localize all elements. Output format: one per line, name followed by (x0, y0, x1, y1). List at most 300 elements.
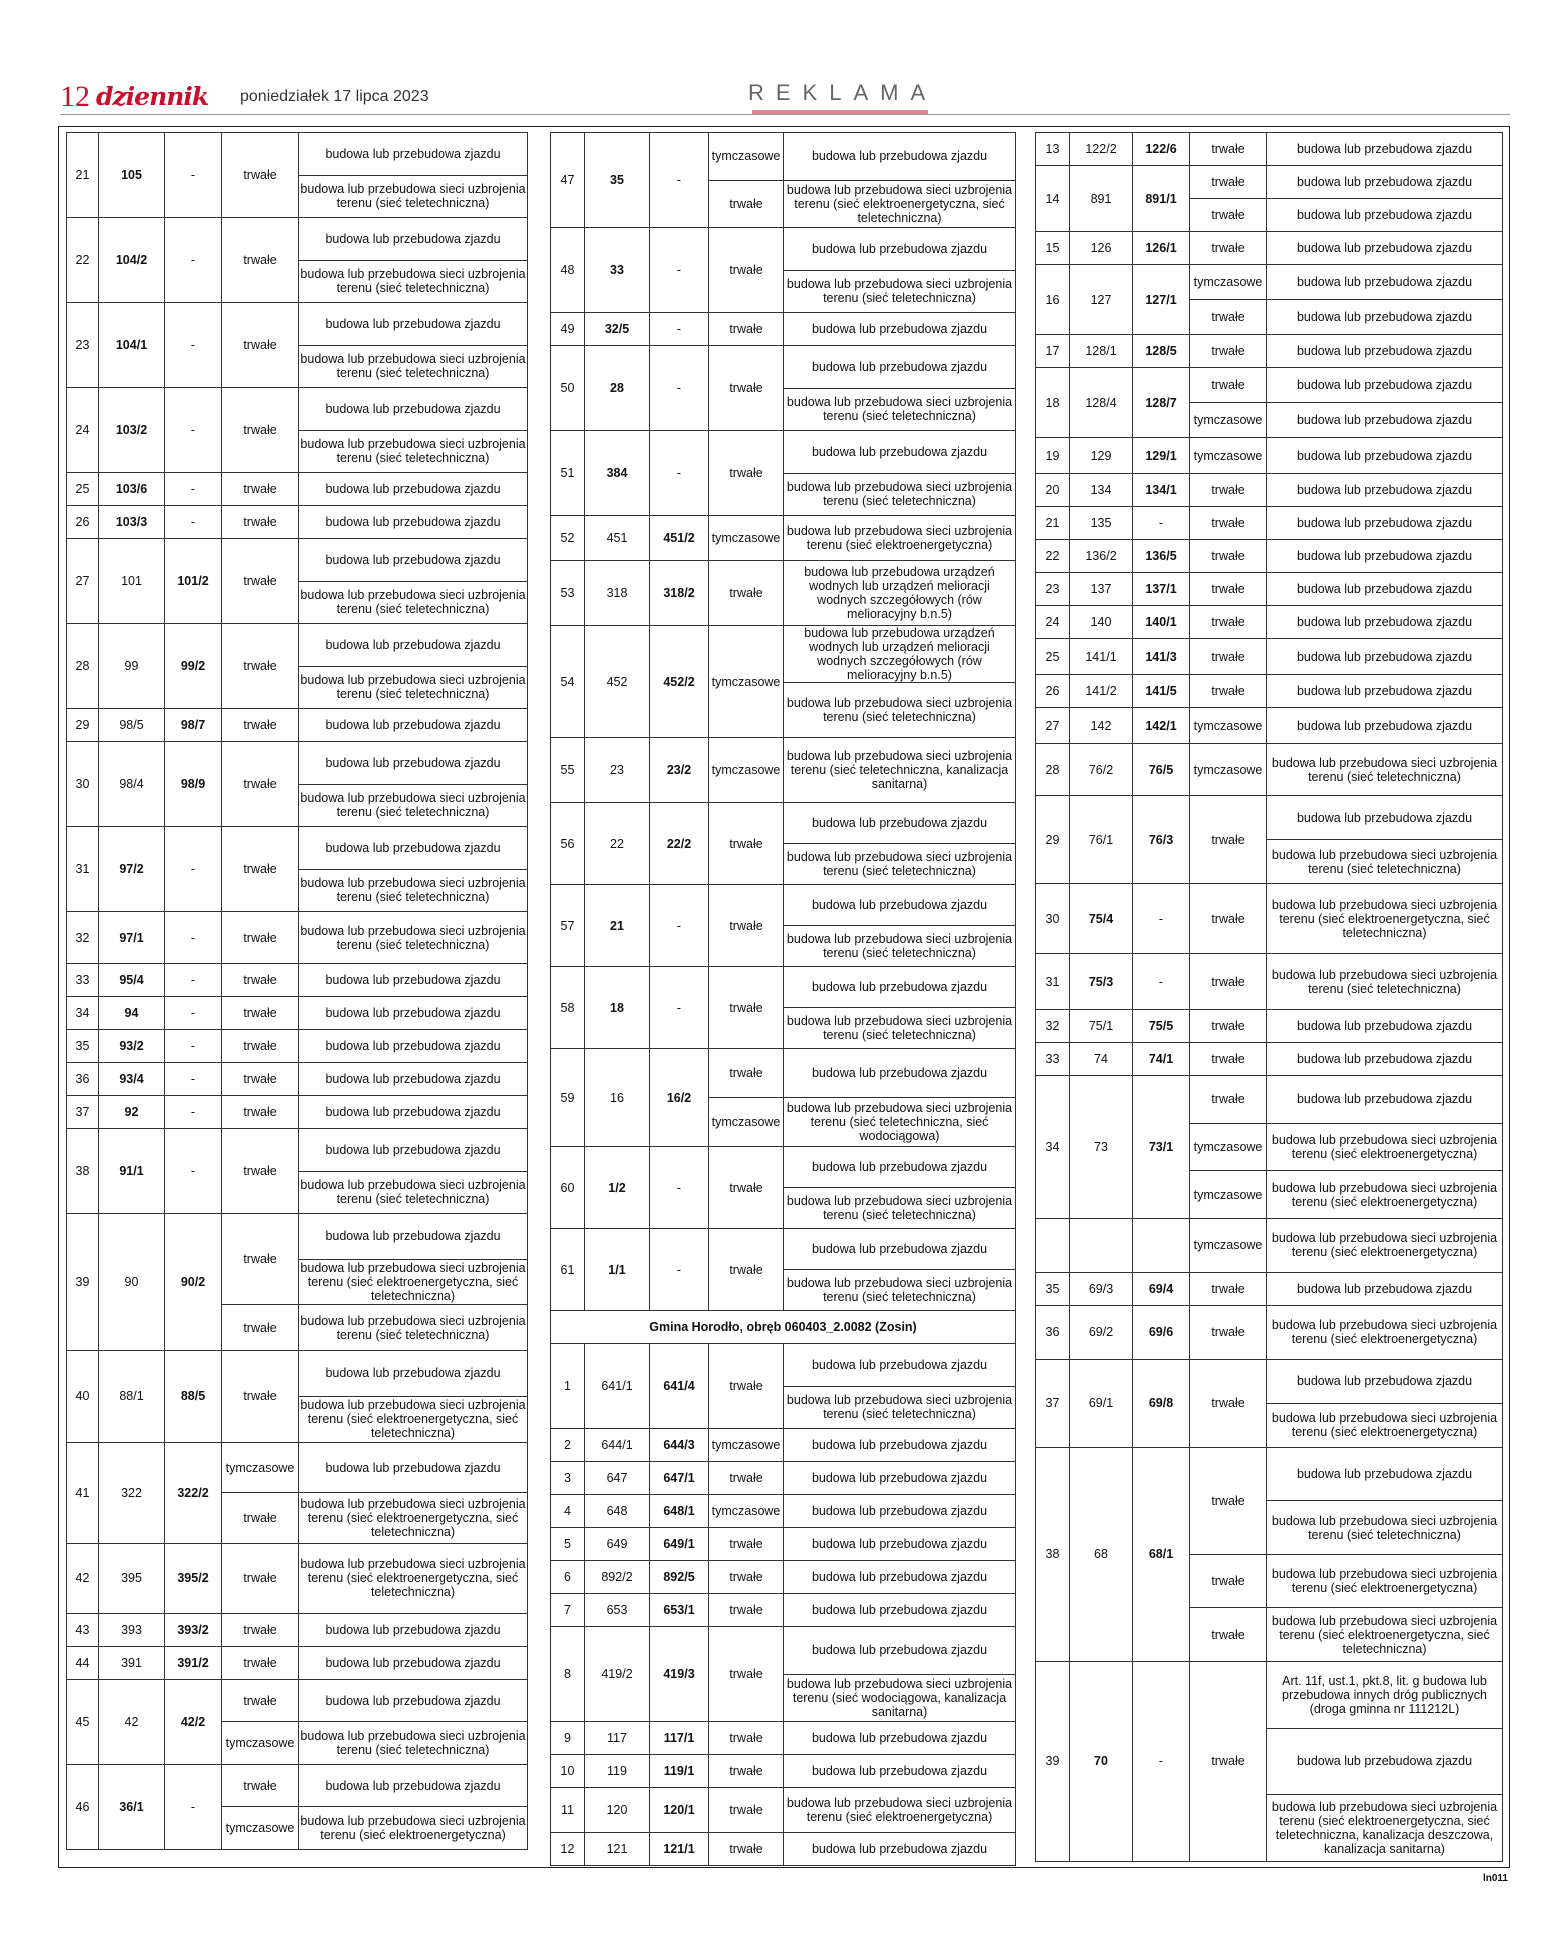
duration-cell: trwałe (222, 133, 299, 218)
row-number: 29 (67, 709, 99, 742)
duration-cell: trwałe (1190, 1554, 1267, 1608)
table-row (551, 1561, 1016, 1594)
new-parcel-number: 75/5 (1133, 1010, 1190, 1043)
parcel-number: 117 (585, 1722, 650, 1755)
duration-cell: trwałe (222, 1214, 299, 1305)
purpose-cell: budowa lub przebudowa sieci uzbrojenia terenu (sieć teletechniczna) (784, 1008, 1016, 1049)
parcel-number: 1/1 (585, 1229, 650, 1311)
parcel-number: 98/5 (99, 709, 165, 742)
table-row (67, 709, 528, 742)
table-row (1036, 1218, 1503, 1272)
purpose-cell: budowa lub przebudowa zjazdu (1267, 573, 1503, 606)
table-row (67, 388, 528, 431)
table-row (551, 516, 1016, 561)
parcel-number: 128/4 (1070, 368, 1133, 438)
new-parcel-number: 141/5 (1133, 675, 1190, 708)
purpose-cell: budowa lub przebudowa zjazdu (299, 742, 528, 785)
parcel-number: 120 (585, 1788, 650, 1833)
purpose-cell: budowa lub przebudowa zjazdu (784, 1462, 1016, 1495)
table-row (1036, 1305, 1503, 1359)
new-parcel-number: - (650, 133, 709, 228)
purpose-cell: budowa lub przebudowa zjazdu (1267, 166, 1503, 199)
duration-cell: tymczasowe (709, 1495, 784, 1528)
new-parcel-number: - (650, 431, 709, 516)
table-row (551, 431, 1016, 474)
new-parcel-number: 892/5 (650, 1561, 709, 1594)
newspaper-logo: dziennik (96, 82, 209, 111)
duration-cell: tymczasowe (1190, 1218, 1267, 1272)
table-row (67, 218, 528, 261)
purpose-cell: budowa lub przebudowa zjazdu (784, 1755, 1016, 1788)
table-row (551, 1344, 1016, 1387)
table-row (67, 539, 528, 582)
purpose-cell: budowa lub przebudowa sieci uzbrojenia terenu (sieć elektroenergetyczna) (1267, 1171, 1503, 1219)
purpose-cell: budowa lub przebudowa zjazdu (784, 1594, 1016, 1627)
row-number: 30 (67, 742, 99, 827)
duration-cell: trwałe (222, 1613, 299, 1646)
purpose-cell: budowa lub przebudowa sieci uzbrojenia terenu (sieć teletechniczna) (1267, 744, 1503, 796)
purpose-cell: budowa lub przebudowa sieci uzbrojenia terenu (sieć elektroenergetyczna, sieć teletechniczna) (299, 1543, 528, 1613)
new-parcel-number: - (650, 313, 709, 346)
new-parcel-number: - (165, 388, 222, 473)
parcel-number: 70 (1070, 1661, 1133, 1861)
purpose-cell: budowa lub przebudowa zjazdu (1267, 300, 1503, 335)
table-row (1036, 1272, 1503, 1305)
new-parcel-number: - (165, 912, 222, 964)
duration-cell: trwałe (709, 1147, 784, 1229)
row-number: 32 (67, 912, 99, 964)
row-number: 50 (551, 346, 585, 431)
new-parcel-number: 98/7 (165, 709, 222, 742)
parcel-table-column-2 (550, 132, 1016, 1866)
purpose-cell: budowa lub przebudowa sieci uzbrojenia terenu (sieć teletechniczna) (1267, 840, 1503, 884)
table-row (1036, 573, 1503, 606)
row-number: 25 (67, 473, 99, 506)
purpose-cell: budowa lub przebudowa sieci uzbrojenia terenu (sieć elektroenergetyczna) (784, 516, 1016, 561)
parcel-number: 94 (99, 997, 165, 1030)
table-row (67, 1063, 528, 1096)
row-number: 13 (1036, 133, 1070, 166)
new-parcel-number: 101/2 (165, 539, 222, 624)
page-header (60, 78, 1510, 114)
duration-cell: trwałe (222, 1305, 299, 1351)
duration-cell: trwałe (222, 1543, 299, 1613)
new-parcel-number: - (165, 133, 222, 218)
duration-cell: trwałe (222, 964, 299, 997)
purpose-cell: budowa lub przebudowa zjazdu (299, 506, 528, 539)
table-row (1036, 1043, 1503, 1076)
duration-cell: trwałe (222, 218, 299, 303)
parcel-number: 75/4 (1070, 884, 1133, 954)
purpose-cell: budowa lub przebudowa zjazdu (1267, 199, 1503, 232)
table-row (67, 506, 528, 539)
table-row (67, 742, 528, 785)
new-parcel-number: 69/6 (1133, 1305, 1190, 1359)
parcel-number: 142 (1070, 708, 1133, 744)
table-row (67, 1442, 528, 1493)
new-parcel-number: 74/1 (1133, 1043, 1190, 1076)
table-row (1036, 438, 1503, 474)
purpose-cell: budowa lub przebudowa zjazdu (299, 1613, 528, 1646)
parcel-number: 103/6 (99, 473, 165, 506)
purpose-cell: budowa lub przebudowa urządzeń wodnych lub urządzeń melioracji wodnych szczegółowych (rów melioracyjny b.n.5) (784, 561, 1016, 626)
parcel-number: 28 (585, 346, 650, 431)
table-row (1036, 265, 1503, 300)
new-parcel-number: - (165, 997, 222, 1030)
new-parcel-number: 136/5 (1133, 540, 1190, 573)
purpose-cell: budowa lub przebudowa zjazdu (299, 1214, 528, 1260)
parcel-number: 16 (585, 1049, 650, 1147)
new-parcel-number: 128/7 (1133, 368, 1190, 438)
duration-cell: trwałe (1190, 1359, 1267, 1447)
row-number: 34 (1036, 1076, 1070, 1219)
row-number: 27 (67, 539, 99, 624)
new-parcel-number: 140/1 (1133, 606, 1190, 639)
new-parcel-number: - (165, 1063, 222, 1096)
new-parcel-number: 128/5 (1133, 335, 1190, 368)
row-number: 22 (67, 218, 99, 303)
row-number: 28 (67, 624, 99, 709)
table-row (67, 1350, 528, 1396)
duration-cell: trwałe (1190, 232, 1267, 265)
row-number: 41 (67, 1442, 99, 1543)
parcel-number: 140 (1070, 606, 1133, 639)
duration-cell: trwałe (1190, 166, 1267, 199)
new-parcel-number: - (165, 1764, 222, 1849)
table-row (67, 1764, 528, 1807)
parcel-number: 451 (585, 516, 650, 561)
parcel-number: 644/1 (585, 1429, 650, 1462)
parcel-number: 21 (585, 885, 650, 967)
parcel-number: 104/1 (99, 303, 165, 388)
parcel-number: 99 (99, 624, 165, 709)
duration-cell: trwałe (709, 1229, 784, 1311)
purpose-cell: budowa lub przebudowa sieci uzbrojenia terenu (sieć elektroenergetyczna, sieć teletechniczna) (299, 1493, 528, 1544)
parcel-number: 88/1 (99, 1350, 165, 1442)
purpose-cell: budowa lub przebudowa sieci uzbrojenia terenu (sieć teletechniczna) (299, 1171, 528, 1214)
duration-cell: trwałe (709, 313, 784, 346)
new-parcel-number: 137/1 (1133, 573, 1190, 606)
duration-cell: trwałe (1190, 133, 1267, 166)
duration-cell: trwałe (1190, 474, 1267, 507)
table-row (1036, 1010, 1503, 1043)
duration-cell: tymczasowe (709, 1429, 784, 1462)
new-parcel-number: - (650, 346, 709, 431)
row-number (1036, 1218, 1070, 1272)
duration-cell: tymczasowe (1190, 438, 1267, 474)
parcel-number: 136/2 (1070, 540, 1133, 573)
row-number: 36 (67, 1063, 99, 1096)
purpose-cell: budowa lub przebudowa sieci uzbrojenia terenu (sieć elektroenergetyczna) (1267, 1123, 1503, 1171)
duration-cell: trwałe (709, 1755, 784, 1788)
row-number: 60 (551, 1147, 585, 1229)
parcel-number: 91/1 (99, 1129, 165, 1214)
purpose-cell: budowa lub przebudowa zjazdu (299, 303, 528, 346)
table-row (67, 912, 528, 964)
duration-cell: trwałe (1190, 606, 1267, 639)
purpose-cell: budowa lub przebudowa sieci uzbrojenia terenu (sieć elektroenergetyczna) (784, 1788, 1016, 1833)
duration-cell: tymczasowe (709, 516, 784, 561)
duration-cell: trwałe (222, 709, 299, 742)
parcel-number: 75/1 (1070, 1010, 1133, 1043)
purpose-cell: budowa lub przebudowa zjazdu (1267, 1447, 1503, 1501)
purpose-cell: budowa lub przebudowa sieci uzbrojenia terenu (sieć teletechniczna) (784, 1386, 1016, 1429)
table-row (551, 1833, 1016, 1866)
table-row (1036, 708, 1503, 744)
parcel-number: 97/1 (99, 912, 165, 964)
parcel-number: 137 (1070, 573, 1133, 606)
duration-cell: trwałe (709, 967, 784, 1049)
parcel-number: 141/2 (1070, 675, 1133, 708)
row-number: 23 (1036, 573, 1070, 606)
purpose-cell: budowa lub przebudowa sieci uzbrojenia terenu (sieć teletechniczna) (784, 1188, 1016, 1229)
duration-cell: trwałe (1190, 573, 1267, 606)
table-row (551, 1528, 1016, 1561)
row-number: 54 (551, 626, 585, 738)
new-parcel-number: 88/5 (165, 1350, 222, 1442)
row-number: 57 (551, 885, 585, 967)
purpose-cell: budowa lub przebudowa zjazdu (1267, 1076, 1503, 1124)
new-parcel-number: 648/1 (650, 1495, 709, 1528)
purpose-cell: budowa lub przebudowa urządzeń wodnych lub urządzeń melioracji wodnych szczegółowych (rów melioracyjny b.n.5) (784, 626, 1016, 683)
new-parcel-number: 322/2 (165, 1442, 222, 1543)
table-row (67, 1096, 528, 1129)
parcel-number: 32/5 (585, 313, 650, 346)
parcel-number: 23 (585, 738, 650, 803)
parcel-number: 395 (99, 1543, 165, 1613)
table-row (551, 561, 1016, 626)
row-number: 25 (1036, 639, 1070, 675)
row-number: 45 (67, 1679, 99, 1764)
row-number: 19 (1036, 438, 1070, 474)
duration-cell: trwałe (222, 506, 299, 539)
gmina-heading-row (551, 1311, 1016, 1344)
purpose-cell: budowa lub przebudowa zjazdu (784, 1229, 1016, 1270)
table-row (551, 1755, 1016, 1788)
parcel-number: 121 (585, 1833, 650, 1866)
purpose-cell: budowa lub przebudowa zjazdu (1267, 708, 1503, 744)
gmina-heading: Gmina Horodło, obręb 060403_2.0082 (Zosin) (551, 1311, 1016, 1344)
row-number: 23 (67, 303, 99, 388)
duration-cell: trwałe (1190, 368, 1267, 403)
purpose-cell: budowa lub przebudowa sieci uzbrojenia terenu (sieć teletechniczna) (299, 581, 528, 624)
duration-cell: trwałe (1190, 540, 1267, 573)
duration-cell: tymczasowe (222, 1807, 299, 1850)
purpose-cell: budowa lub przebudowa zjazdu (1267, 265, 1503, 300)
table-row (551, 1722, 1016, 1755)
purpose-cell: budowa lub przebudowa zjazdu (1267, 232, 1503, 265)
row-number: 21 (67, 133, 99, 218)
duration-cell: trwałe (1190, 884, 1267, 954)
purpose-cell: budowa lub przebudowa zjazdu (1267, 675, 1503, 708)
row-number: 55 (551, 738, 585, 803)
duration-cell: trwałe (1190, 507, 1267, 540)
purpose-cell: budowa lub przebudowa sieci uzbrojenia terenu (sieć teletechniczna) (299, 260, 528, 303)
parcel-number: 129 (1070, 438, 1133, 474)
row-number: 56 (551, 803, 585, 885)
purpose-cell: budowa lub przebudowa zjazdu (299, 1096, 528, 1129)
table-row (551, 1049, 1016, 1098)
purpose-cell: budowa lub przebudowa sieci uzbrojenia terenu (sieć teletechniczna) (784, 388, 1016, 431)
row-number: 47 (551, 133, 585, 228)
table-row (1036, 133, 1503, 166)
row-number: 39 (1036, 1661, 1070, 1861)
purpose-cell: budowa lub przebudowa zjazdu (784, 1495, 1016, 1528)
new-parcel-number: 42/2 (165, 1679, 222, 1764)
duration-cell: trwałe (1190, 1010, 1267, 1043)
purpose-cell: budowa lub przebudowa zjazdu (784, 133, 1016, 181)
duration-cell: trwałe (222, 1679, 299, 1722)
row-number: 26 (67, 506, 99, 539)
duration-cell: trwałe (709, 346, 784, 431)
row-number: 16 (1036, 265, 1070, 335)
row-number: 35 (67, 1030, 99, 1063)
table-row (551, 1429, 1016, 1462)
table-row (1036, 474, 1503, 507)
row-number: 8 (551, 1627, 585, 1722)
table-row (551, 313, 1016, 346)
new-parcel-number: - (165, 1129, 222, 1214)
row-number: 51 (551, 431, 585, 516)
purpose-cell: budowa lub przebudowa zjazdu (784, 1049, 1016, 1098)
purpose-cell: budowa lub przebudowa sieci uzbrojenia terenu (sieć teletechniczna) (1267, 1501, 1503, 1555)
purpose-cell: budowa lub przebudowa zjazdu (299, 473, 528, 506)
duration-cell: trwałe (709, 1561, 784, 1594)
parcel-number: 126 (1070, 232, 1133, 265)
parcel-number: 76/2 (1070, 744, 1133, 796)
purpose-cell: budowa lub przebudowa zjazdu (784, 1344, 1016, 1387)
row-number: 38 (67, 1129, 99, 1214)
parcel-number: 649 (585, 1528, 650, 1561)
parcel-number: 647 (585, 1462, 650, 1495)
new-parcel-number: 653/1 (650, 1594, 709, 1627)
row-number: 10 (551, 1755, 585, 1788)
parcel-number: 93/4 (99, 1063, 165, 1096)
section-label: REKLAMA (748, 80, 938, 105)
parcel-number: 653 (585, 1594, 650, 1627)
duration-cell: trwałe (1190, 1608, 1267, 1662)
row-number: 1 (551, 1344, 585, 1429)
table-row (551, 803, 1016, 844)
purpose-cell: budowa lub przebudowa zjazdu (299, 1442, 528, 1493)
purpose-cell: budowa lub przebudowa zjazdu (299, 997, 528, 1030)
purpose-cell: budowa lub przebudowa sieci uzbrojenia terenu (sieć teletechniczna) (299, 1722, 528, 1765)
new-parcel-number (1133, 1218, 1190, 1272)
row-number: 39 (67, 1214, 99, 1351)
purpose-cell: budowa lub przebudowa sieci uzbrojenia terenu (sieć wodociągowa, kanalizacja sanitarna) (784, 1674, 1016, 1722)
parcel-number: 69/1 (1070, 1359, 1133, 1447)
new-parcel-number: 641/4 (650, 1344, 709, 1429)
purpose-cell: budowa lub przebudowa sieci uzbrojenia terenu (sieć teletechniczna) (299, 869, 528, 912)
row-number: 34 (67, 997, 99, 1030)
parcel-number: 103/2 (99, 388, 165, 473)
duration-cell: trwałe (1190, 300, 1267, 335)
parcel-number: 69/2 (1070, 1305, 1133, 1359)
new-parcel-number: - (165, 303, 222, 388)
purpose-cell: budowa lub przebudowa zjazdu (299, 1679, 528, 1722)
duration-cell: trwałe (1190, 335, 1267, 368)
new-parcel-number: - (165, 218, 222, 303)
purpose-cell: budowa lub przebudowa zjazdu (784, 1429, 1016, 1462)
row-number: 27 (1036, 708, 1070, 744)
new-parcel-number: 69/8 (1133, 1359, 1190, 1447)
row-number: 5 (551, 1528, 585, 1561)
duration-cell: trwałe (709, 1722, 784, 1755)
purpose-cell: budowa lub przebudowa zjazdu (1267, 1359, 1503, 1403)
table-row (551, 885, 1016, 926)
row-number: 46 (67, 1764, 99, 1849)
purpose-cell: budowa lub przebudowa sieci uzbrojenia terenu (sieć teletechniczna) (784, 844, 1016, 885)
parcel-number: 318 (585, 561, 650, 626)
duration-cell: tymczasowe (1190, 708, 1267, 744)
row-number: 58 (551, 967, 585, 1049)
purpose-cell: budowa lub przebudowa zjazdu (1267, 1728, 1503, 1795)
duration-cell: trwałe (709, 1462, 784, 1495)
new-parcel-number: 395/2 (165, 1543, 222, 1613)
purpose-cell: budowa lub przebudowa zjazdu (784, 967, 1016, 1008)
row-number: 18 (1036, 368, 1070, 438)
row-number: 38 (1036, 1447, 1070, 1661)
table-row (67, 1646, 528, 1679)
table-row (1036, 954, 1503, 1010)
purpose-cell: budowa lub przebudowa sieci uzbrojenia terenu (sieć elektroenergetyczna) (1267, 1218, 1503, 1272)
row-number: 9 (551, 1722, 585, 1755)
new-parcel-number: 129/1 (1133, 438, 1190, 474)
parcel-number: 641/1 (585, 1344, 650, 1429)
purpose-cell: budowa lub przebudowa sieci uzbrojenia terenu (sieć elektroenergetyczna) (1267, 1305, 1503, 1359)
row-number: 37 (1036, 1359, 1070, 1447)
table-row (551, 133, 1016, 181)
duration-cell: trwałe (709, 885, 784, 967)
duration-cell: trwałe (1190, 1661, 1267, 1861)
issue-date: poniedziałek 17 lipca 2023 (240, 88, 429, 105)
duration-cell: trwałe (709, 1833, 784, 1866)
parcel-number (1070, 1218, 1133, 1272)
parcel-number: 393 (99, 1613, 165, 1646)
new-parcel-number: - (1133, 507, 1190, 540)
row-number: 29 (1036, 796, 1070, 884)
purpose-cell: budowa lub przebudowa sieci uzbrojenia terenu (sieć teletechniczna) (1267, 954, 1503, 1010)
purpose-cell: budowa lub przebudowa zjazdu (299, 624, 528, 667)
purpose-cell: budowa lub przebudowa sieci uzbrojenia terenu (sieć teletechniczna) (299, 912, 528, 964)
row-number: 12 (551, 1833, 585, 1866)
table-row (1036, 1661, 1503, 1728)
duration-cell: trwałe (222, 388, 299, 473)
purpose-cell: budowa lub przebudowa zjazdu (784, 1833, 1016, 1866)
duration-cell: trwałe (709, 561, 784, 626)
table-row (1036, 232, 1503, 265)
purpose-cell: budowa lub przebudowa sieci uzbrojenia terenu (sieć teletechniczna) (784, 473, 1016, 516)
row-number: 31 (1036, 954, 1070, 1010)
purpose-cell: budowa lub przebudowa zjazdu (299, 709, 528, 742)
purpose-cell: budowa lub przebudowa sieci uzbrojenia terenu (sieć teletechniczna) (299, 666, 528, 709)
row-number: 2 (551, 1429, 585, 1462)
row-number: 20 (1036, 474, 1070, 507)
row-number: 52 (551, 516, 585, 561)
row-number: 40 (67, 1350, 99, 1442)
parcel-number: 68 (1070, 1447, 1133, 1661)
row-number: 3 (551, 1462, 585, 1495)
purpose-cell: budowa lub przebudowa zjazdu (1267, 540, 1503, 573)
row-number: 15 (1036, 232, 1070, 265)
new-parcel-number: 644/3 (650, 1429, 709, 1462)
new-parcel-number: - (165, 827, 222, 912)
parcel-table-column-1 (66, 132, 528, 1850)
duration-cell: tymczasowe (709, 738, 784, 803)
duration-cell: trwałe (222, 742, 299, 827)
new-parcel-number: 647/1 (650, 1462, 709, 1495)
new-parcel-number: 649/1 (650, 1528, 709, 1561)
